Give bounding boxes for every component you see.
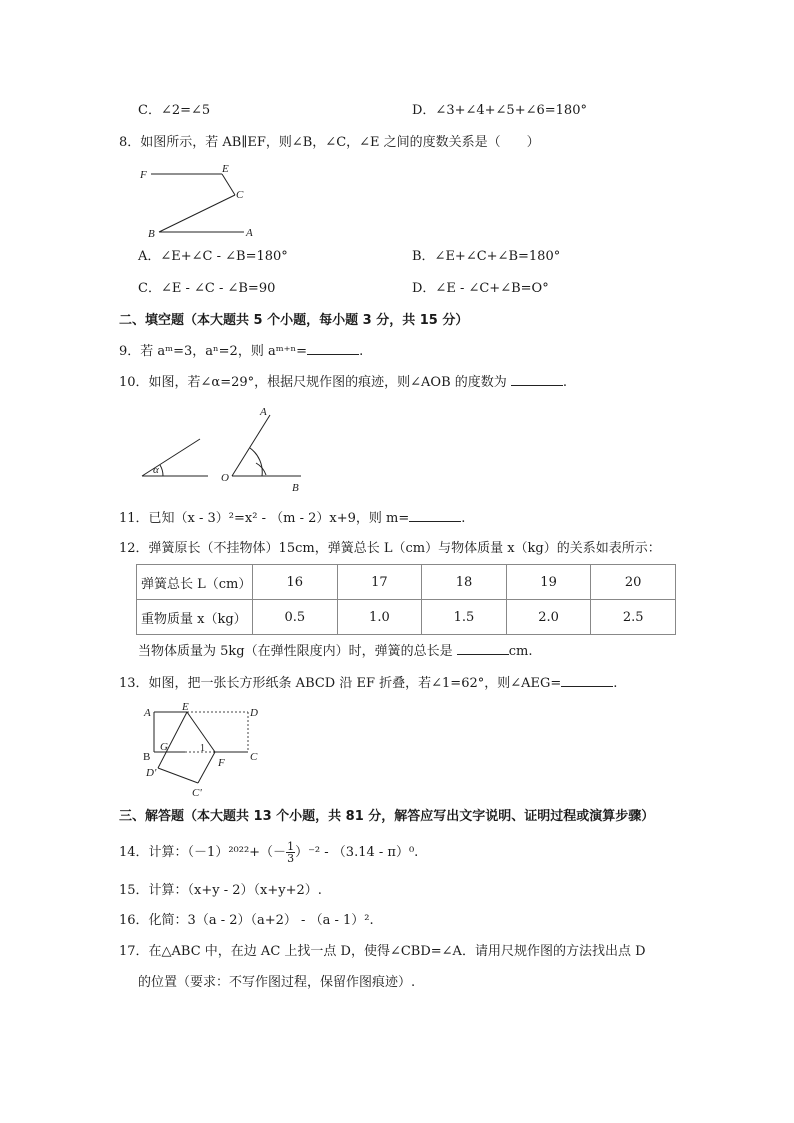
q15: 15．计算：（x+y - 2）（x+y+2）.: [119, 883, 322, 898]
q13-label-c: C: [250, 751, 258, 763]
q8-label-b: B: [148, 228, 155, 240]
q13-label-a: A: [144, 707, 151, 719]
q11-answer-blank[interactable]: [409, 509, 461, 522]
q12-row1-cell: 17: [337, 565, 422, 600]
q8-stem: 8．如图所示，若 AB∥EF，则∠B，∠C，∠E 之间的度数关系是（ ）: [119, 135, 540, 150]
q14: [119, 840, 418, 866]
q10: 10．如图，若∠α=29°，根据尺规作图的痕迹，则∠AOB 的度数为 .: [119, 375, 568, 390]
q10-answer-blank[interactable]: [511, 373, 563, 386]
q7-option-c: C．∠2=∠5: [138, 103, 211, 118]
q13-label-e: E: [182, 701, 189, 713]
q10-label-o: O: [221, 472, 229, 484]
q8-label-c: C: [236, 189, 244, 201]
q12-row2-cell: 2.0: [506, 600, 591, 635]
q11-text: 11．已知（x - 3）²=x² - （m - 2）x+9，则 m=: [119, 511, 410, 526]
q10-figure: [136, 405, 316, 499]
q14-denominator: 3: [287, 852, 295, 865]
q13-text: 13．如图，把一张长方形纸条 ABCD 沿 EF 折叠，若∠1=62°，则∠AEG=: [119, 676, 562, 691]
q8-label-a: A: [246, 227, 253, 239]
q12-row1-cell: 16: [253, 565, 338, 600]
q8-option-a: A．∠E+∠C - ∠B=180°: [138, 249, 288, 264]
q13-label-g: G: [160, 741, 168, 753]
q13-label-1: 1: [200, 743, 205, 754]
q9-text: 9．若 aᵐ=3，aⁿ=2，则 aᵐ⁺ⁿ=: [119, 344, 308, 359]
q13-label-d: D: [250, 707, 258, 719]
q7-option-d: D．∠3+∠4+∠5+∠6=180°: [412, 103, 587, 118]
q12-row2-cell: 0.5: [253, 600, 338, 635]
q12-followup-unit: cm.: [508, 644, 533, 659]
table-row: [137, 565, 676, 600]
q14-text-b: ）⁻² - （3.14 - π）⁰.: [295, 845, 419, 860]
q12-followup-text: 当物体质量为 5kg（在弹性限度内）时，弹簧的总长是: [138, 644, 453, 659]
q8-option-c: C．∠E - ∠C - ∠B=90: [138, 281, 276, 296]
q14-numerator: 1: [287, 840, 295, 853]
q12-row1-cell: 18: [422, 565, 507, 600]
q17-line1: 17．在△ABC 中，在边 AC 上找一点 D，使得∠CBD=∠A．请用尺规作图的方法找出点 D: [119, 944, 646, 959]
q12-row1-label: 弹簧总长 L（cm）: [137, 565, 253, 600]
section-2-heading: 二、填空题（本大题共 5 个小题，每小题 3 分，共 15 分）: [119, 313, 469, 328]
q12-table: [136, 564, 676, 635]
q10-text: 10．如图，若∠α=29°，根据尺规作图的痕迹，则∠AOB 的度数为: [119, 375, 507, 390]
q12-row2-cell: 1.0: [337, 600, 422, 635]
q12-row1-cell: 19: [506, 565, 591, 600]
q13-label-c-prime: C': [192, 787, 202, 799]
q13-label-b: B: [143, 751, 151, 763]
q10-label-a: A: [260, 406, 267, 418]
q8-figure: [138, 160, 268, 246]
q13-label-d-prime: D': [146, 767, 157, 779]
q9: 9．若 aᵐ=3，aⁿ=2，则 aᵐ⁺ⁿ= .: [119, 344, 364, 359]
section-3-heading: 三、解答题（本大题共 13 个小题，共 81 分，解答应写出文字说明、证明过程或演算步骤）: [119, 809, 655, 824]
q13-label-f: F: [218, 757, 225, 769]
q10-label-alpha: α: [153, 464, 159, 476]
q12-row2-cell: 1.5: [422, 600, 507, 635]
q12-row1-cell: 20: [591, 565, 676, 600]
q17-line2: 的位置（要求：不写作图过程，保留作图痕迹）.: [138, 975, 416, 990]
q13-figure: [140, 700, 270, 804]
q12-stem: 12．弹簧原长（不挂物体）15cm，弹簧总长 L（cm）与物体质量 x（kg）的关系如表所示：: [119, 541, 661, 556]
q16: 16．化简：3（a - 2）（a+2） - （a - 1）².: [119, 913, 374, 928]
q12-row2-cell: 2.5: [591, 600, 676, 635]
q12-row2-label: 重物质量 x（kg）: [137, 600, 253, 635]
q8-label-f: F: [140, 169, 147, 181]
q9-answer-blank[interactable]: [307, 342, 359, 355]
q12-followup: [138, 642, 533, 661]
q8-option-d: D．∠E - ∠C+∠B=O°: [412, 281, 549, 296]
q8-option-b: B．∠E+∠C+∠B=180°: [412, 249, 561, 264]
q12-answer-blank[interactable]: [457, 642, 509, 655]
q8-label-e: E: [222, 163, 229, 175]
q11: 11．已知（x - 3）²=x² - （m - 2）x+9，则 m= .: [119, 511, 466, 526]
q13: 13．如图，把一张长方形纸条 ABCD 沿 EF 折叠，若∠1=62°，则∠AEG= .: [119, 676, 618, 691]
table-row: [137, 600, 676, 635]
q10-label-b: B: [292, 482, 299, 494]
q14-fraction: [286, 841, 295, 864]
q13-answer-blank[interactable]: [561, 674, 613, 687]
q14-text-a: 14．计算：（－1）²⁰²²+（－: [119, 845, 287, 860]
